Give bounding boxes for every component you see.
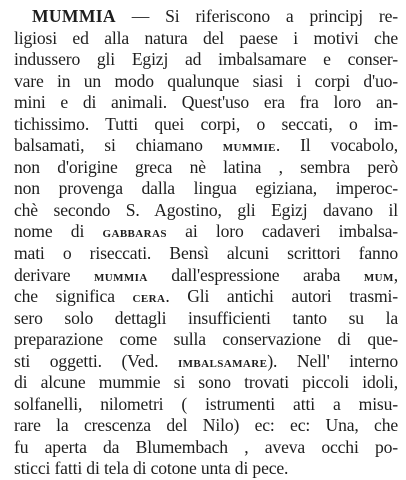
article-line-text: tichissimo. Tutti quei corpi, o seccati, o im-: [14, 113, 398, 134]
article-line-text: . Il vocabolo,: [275, 135, 398, 156]
article-line-14: [14, 286, 398, 308]
article-line-text: ). Nell' interno: [267, 350, 398, 371]
article-line-text: dall'espressione araba: [147, 264, 364, 285]
article-line-text: non d'origine greca nè latina , sembra però: [14, 156, 398, 177]
article-line-18: [14, 372, 398, 394]
article-line-text: ai loro cadaveri imbalsa-: [166, 221, 399, 242]
article-line-text: rare la crescenza del Nilo) ec: ec: Una, che: [14, 415, 398, 436]
small-caps-term: gabbaras: [102, 225, 167, 242]
article-line-11: [14, 221, 398, 243]
article-line-text: solfanelli, nilometri ( istrumenti atti a misu-: [14, 393, 398, 414]
article-line-21: [14, 437, 398, 459]
article-line-15: [14, 308, 398, 330]
article-line-text: derivare: [14, 264, 94, 285]
article-line-text: che significa: [14, 286, 133, 307]
article-line-text: . Gli antichi autori trasmi-: [165, 286, 398, 307]
article-line-text: balsamati, si chiamano: [14, 135, 223, 156]
article-line-10: [14, 200, 398, 222]
article-line-7: [14, 135, 398, 157]
article-line-5: [14, 92, 398, 114]
article-line-text: sticci fatti di tela di cotone unta di pece.: [14, 458, 289, 479]
article-line-text: ,: [393, 264, 398, 285]
article-line-text: indussero gli Egizj ad imbalsamare e conser-: [14, 49, 398, 70]
article-line-text: nome di: [14, 221, 103, 242]
article-line-19: [14, 394, 398, 416]
article-line-text: non provenga dalla lingua egiziana, imperoc-: [14, 178, 398, 199]
article-line-16: [14, 329, 398, 351]
small-caps-term: mum: [363, 268, 394, 285]
article-line-text: ligiosi ed alla natura del paese i motivi che: [14, 27, 398, 48]
article-line-text: — Si riferiscono a principj re-: [115, 6, 398, 26]
article-line-9: [14, 178, 398, 200]
small-caps-term: mummie: [222, 139, 276, 156]
article-line-20: [14, 415, 398, 437]
small-caps-term: imbalsamare: [177, 354, 268, 371]
article-line-text: preparazione come sulla conservazione di que-: [14, 329, 398, 350]
small-caps-term: mummia: [93, 268, 148, 285]
article-line-text: mini e di animali. Quest'uso era fra loro an-: [14, 92, 398, 113]
article-line-22: [14, 458, 398, 480]
article-line-8: [14, 157, 398, 179]
article-line-text: chè secondo S. Agostino, gli Egizj davano il: [14, 199, 398, 220]
article-line-12: [14, 243, 398, 265]
article-line-text: vare in un modo qualunque siasi i corpi d'uo-: [14, 70, 398, 91]
article-line-text: sero solo dettagli insufficienti tanto su la: [14, 307, 398, 328]
article-line-4: [14, 71, 398, 93]
article-line-3: [14, 49, 398, 71]
article-line-1: [14, 6, 398, 28]
article-line-text: fu aperta da Blumembach , aveva occhi po-: [14, 436, 398, 457]
article-line-text: sti oggetti. (Ved.: [14, 350, 178, 371]
article-line-2: [14, 28, 398, 50]
article-line-6: [14, 114, 398, 136]
article-line-text: mati o riseccati. Bensì alcuni scrittori fanno: [14, 243, 398, 264]
article-line-text: di alcune mummie si sono trovati piccoli idoli,: [14, 372, 398, 393]
article-line-13: [14, 265, 398, 287]
small-caps-term: cera: [132, 290, 166, 307]
article-line-17: [14, 351, 398, 373]
article-headword: MUMMIA: [32, 6, 116, 26]
